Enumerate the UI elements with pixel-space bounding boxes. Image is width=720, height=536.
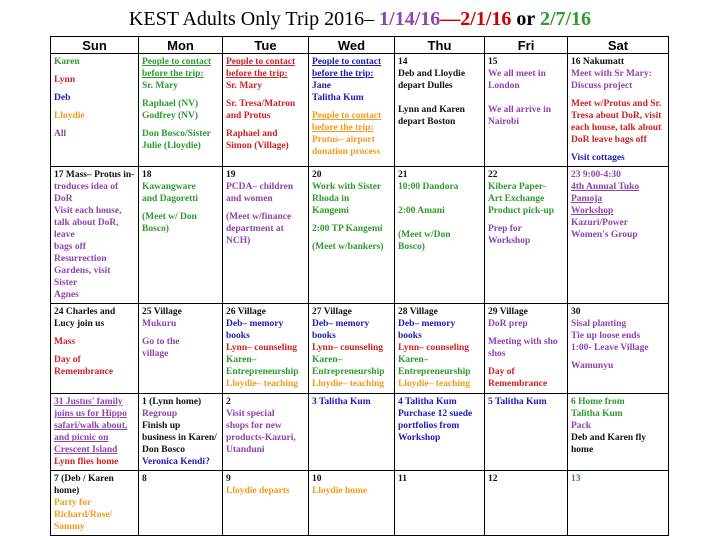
day-cell	[309, 471, 395, 536]
event-line: Discuss project	[571, 81, 633, 91]
week-row	[51, 394, 669, 471]
event-line: DoR prep	[488, 319, 528, 329]
event-line: Women's Group	[571, 230, 638, 240]
event-line: Agnes	[54, 290, 79, 300]
event-line: before the trip:	[226, 69, 288, 79]
event-line: Go to the	[142, 337, 180, 347]
event-line: department at	[226, 224, 284, 234]
event-line: Raphael and	[226, 129, 278, 139]
event-line: Entrepreneurship	[312, 367, 385, 377]
event-line: each house, talk about	[571, 123, 662, 133]
event-line: Meet w/Protus and Sr.	[571, 99, 662, 109]
event-line: before the trip:	[312, 69, 374, 79]
title-start-date: 1/14/16	[379, 8, 441, 30]
event-line: 29 Village	[488, 307, 528, 317]
event-line: Simon (Village)	[226, 141, 289, 151]
event-line: People to contact	[142, 57, 212, 67]
day-cell	[51, 54, 139, 167]
day-cell	[51, 304, 139, 394]
event-line: Talitha Kum	[312, 93, 364, 103]
day-cell	[485, 167, 568, 304]
event-line: 16 Nakumatt	[571, 57, 625, 67]
event-line: 5 Talitha Kum	[488, 397, 547, 407]
event-line: Karen–	[398, 355, 429, 365]
event-line: before the trip:	[142, 69, 204, 79]
event-line: village	[142, 349, 169, 359]
event-line: Lynn and Karen	[398, 105, 465, 115]
event-line: We all meet in	[488, 69, 546, 79]
day-cell	[309, 167, 395, 304]
week-row	[51, 54, 669, 167]
event-line: Workshop	[488, 236, 531, 246]
event-line: Prep for	[488, 224, 522, 234]
event-line: Veronica Kendi?	[142, 457, 210, 467]
event-line: 1 (Lynn home)	[142, 397, 202, 407]
day-cell	[568, 394, 669, 471]
event-line: DoR leave bags off	[571, 135, 647, 145]
event-line: Pack	[571, 421, 592, 431]
day-cell	[139, 394, 223, 471]
event-line: talk about DoR, leave	[54, 218, 119, 240]
event-line: Deb	[54, 93, 71, 103]
title-or: or	[511, 8, 540, 30]
day-cell	[139, 304, 223, 394]
week-row	[51, 471, 669, 536]
event-line: shops for new	[226, 421, 282, 431]
event-line: safari/walk about,	[54, 421, 128, 431]
event-line: Visit special	[226, 409, 275, 419]
calendar-body	[51, 54, 669, 536]
event-line: Lynn– counseling	[398, 343, 470, 353]
event-line: Workshop	[571, 206, 614, 216]
event-line: Bosco)	[142, 224, 169, 234]
event-line: 2	[226, 397, 231, 407]
event-line: Pamoja	[571, 194, 603, 204]
event-line: 3 Talitha Kum	[312, 397, 371, 407]
event-line: 24 Charles and	[54, 307, 116, 317]
event-line: Sisal planting	[571, 319, 627, 329]
event-line: and Dagoretti	[142, 194, 199, 204]
event-line: Don Bosco/Sister	[142, 129, 211, 139]
event-line: (Meet w/bankers)	[312, 242, 384, 252]
day-cell	[485, 304, 568, 394]
event-line: 19	[226, 170, 236, 180]
event-line: Visit each house,	[54, 206, 122, 216]
event-line: Mukuru	[142, 319, 177, 329]
event-line: We all arrive in	[488, 105, 552, 115]
event-line: Deb– memory	[226, 319, 284, 329]
weekday-header-tue: Tue	[223, 37, 309, 54]
event-line: and Protus	[226, 111, 271, 121]
event-line: before the trip:	[312, 123, 374, 133]
event-line: Raphael (NV)	[142, 99, 199, 109]
event-line: 22	[488, 170, 498, 180]
event-line: shos	[488, 349, 506, 359]
event-line: Deb– memory	[312, 319, 370, 329]
event-line: 2:00 Amani	[398, 206, 445, 216]
event-line: Work with Sister	[312, 182, 382, 192]
weekday-header-mon: Mon	[139, 37, 223, 54]
event-line: Remembrance	[54, 367, 114, 377]
title-prefix: KEST Adults Only Trip 2016–	[128, 8, 380, 30]
day-cell	[223, 54, 309, 167]
event-line: Lynn– counseling	[226, 343, 298, 353]
event-line: depart Dulles	[398, 81, 453, 91]
day-cell	[51, 167, 139, 304]
event-line: Bosco)	[398, 242, 425, 252]
day-cell	[395, 167, 485, 304]
event-line: Sr. Tresa/Matron	[226, 99, 296, 109]
day-cell	[223, 394, 309, 471]
weekday-header-row	[51, 37, 669, 54]
event-line: Don Bosco	[142, 445, 186, 455]
day-cell	[395, 471, 485, 536]
event-line: 1:00- Leave Village	[571, 343, 649, 353]
event-line: NCH)	[226, 236, 251, 246]
day-cell	[395, 304, 485, 394]
event-line: Kawangware	[142, 182, 196, 192]
event-line: Lynn flies home	[54, 457, 119, 467]
weekday-header-fri: Fri	[485, 37, 568, 54]
event-line: 31 Justus' family	[54, 397, 123, 407]
event-line: Lloydie– teaching	[226, 379, 299, 389]
event-line: Deb and Lloydie	[398, 69, 466, 79]
week-row	[51, 304, 669, 394]
event-line: Lloydie	[54, 111, 85, 121]
day-cell	[139, 471, 223, 536]
event-line: Jane	[312, 81, 331, 91]
event-line: Party for Richard/Rose/	[54, 498, 113, 520]
event-line: Lloydie home	[312, 486, 368, 496]
event-line: Purchase 12 suede	[398, 409, 473, 419]
day-cell	[395, 54, 485, 167]
day-cell	[139, 167, 223, 304]
event-line: People to contact	[226, 57, 296, 67]
event-line: Sammy	[54, 522, 85, 532]
weekday-header-wed: Wed	[309, 37, 395, 54]
event-line: 21	[398, 170, 408, 180]
event-line: joins us for Hippo	[54, 409, 127, 419]
event-line: Art Exchange	[488, 194, 545, 204]
event-line: Kangemi	[312, 206, 349, 216]
event-line: 18	[142, 170, 152, 180]
event-line: Lloydie departs	[226, 486, 290, 496]
event-line: portfolios from	[398, 421, 460, 431]
event-line: books	[312, 331, 336, 341]
event-line: Godfrey (NV)	[142, 111, 199, 121]
day-cell	[51, 394, 139, 471]
event-line: Lucy join us	[54, 319, 105, 329]
calendar-table	[50, 36, 669, 536]
event-line: and women	[226, 194, 273, 204]
event-line: Sr. Mary	[142, 81, 179, 91]
event-line: Day of	[488, 367, 515, 377]
day-cell	[223, 471, 309, 536]
event-line: Gardens, visit Sister	[54, 266, 111, 288]
event-line: Workshop	[398, 433, 441, 443]
day-cell	[309, 54, 395, 167]
event-line: business in Karen/	[142, 433, 217, 443]
event-line: 30	[571, 307, 581, 317]
event-line: 7 (Deb / Karen home)	[54, 474, 114, 496]
event-line: Remembrance	[488, 379, 548, 389]
event-line: Deb– memory books	[398, 319, 456, 341]
event-line: 28 Village	[398, 307, 438, 317]
event-line: depart Boston	[398, 117, 456, 127]
event-line: 11	[398, 474, 407, 484]
event-line: Entrepreneurship	[398, 367, 471, 377]
day-cell	[568, 304, 669, 394]
weekday-header-thu: Thu	[395, 37, 485, 54]
day-cell	[568, 167, 669, 304]
event-line: 8	[142, 474, 147, 484]
event-line: Nairobi	[488, 117, 519, 127]
event-line: Visit cottages	[571, 153, 625, 163]
event-line: Meeting with sho	[488, 337, 558, 347]
event-line: products-Kazuri,	[226, 433, 296, 443]
event-line: Sr. Mary	[226, 81, 263, 91]
event-line: (Meet w/finance	[226, 212, 292, 222]
event-line: Talitha Kum	[571, 409, 623, 419]
event-line: 17 Mass– Protus in-	[54, 170, 135, 180]
event-line: Product pick-up	[488, 206, 555, 216]
event-line: Utanduni	[226, 445, 265, 455]
day-cell	[395, 394, 485, 471]
event-line: bags off	[54, 242, 86, 252]
event-line: Julie (Lloydie)	[142, 141, 201, 151]
title-end-date-2: 2/7/16	[539, 8, 592, 30]
event-line: Lloydie– teaching	[398, 379, 471, 389]
event-line: Karen	[54, 57, 80, 67]
page-title	[0, 6, 720, 32]
event-line: 4 Talitha Kum	[398, 397, 457, 407]
event-line: 10:00 Dandora	[398, 182, 459, 192]
event-line: Deb and Karen fly	[571, 433, 647, 443]
day-cell	[485, 394, 568, 471]
event-line: Crescent Island	[54, 445, 118, 455]
event-line: Mass	[54, 337, 76, 347]
event-line: and picnic on	[54, 433, 109, 443]
event-line: home	[571, 445, 594, 455]
event-line: 2:00 TP Kangemi	[312, 224, 383, 234]
day-cell	[309, 304, 395, 394]
day-cell	[568, 471, 669, 536]
event-line: Kibera Paper-	[488, 182, 546, 192]
day-cell	[223, 304, 309, 394]
event-line: donation process	[312, 147, 381, 157]
event-line: books	[226, 331, 250, 341]
event-line: People to contact	[312, 57, 382, 67]
day-cell	[568, 54, 669, 167]
event-line: 15	[488, 57, 498, 67]
event-line: 27 Village	[312, 307, 352, 317]
event-line: 13	[571, 474, 581, 484]
event-line: 6 Home from	[571, 397, 625, 407]
event-line: Lynn– counseling	[312, 343, 384, 353]
event-line: 9	[226, 474, 231, 484]
event-line: Entrepreneurship	[226, 367, 299, 377]
event-line: 20	[312, 170, 322, 180]
event-line: Protus– airport	[312, 135, 375, 145]
day-cell	[485, 54, 568, 167]
event-line: Karen–	[226, 355, 257, 365]
day-cell	[139, 54, 223, 167]
event-line: Karen–	[312, 355, 343, 365]
event-line: 26 Village	[226, 307, 266, 317]
event-line: Finish up	[142, 421, 181, 431]
event-line: troduces idea of DoR	[54, 182, 119, 204]
week-row	[51, 167, 669, 304]
event-line: Lynn	[54, 75, 76, 85]
event-line: Day of	[54, 355, 81, 365]
event-line: PCDA– children	[226, 182, 294, 192]
event-line: 10	[312, 474, 322, 484]
day-cell	[51, 471, 139, 536]
event-line: 4th Annual Tuko	[571, 182, 640, 192]
event-line: 14	[398, 57, 408, 67]
day-cell	[223, 167, 309, 304]
event-line: (Meet w/Don	[398, 230, 451, 240]
event-line: London	[488, 81, 520, 91]
event-line: Wamunyu	[571, 361, 614, 371]
day-cell	[309, 394, 395, 471]
event-line: 25 Village	[142, 307, 182, 317]
event-line: 12	[488, 474, 498, 484]
day-cell	[485, 471, 568, 536]
weekday-header-sun: Sun	[51, 37, 139, 54]
event-line: 23 9:00-4:30	[571, 170, 621, 180]
event-line: All	[54, 129, 67, 139]
title-dash: —	[440, 8, 461, 30]
event-line: Resurrection	[54, 254, 107, 264]
event-line: Rhoda in	[312, 194, 350, 204]
title-end-date-1: 2/1/16	[460, 8, 512, 30]
event-line: Tie up loose ends	[571, 331, 641, 341]
event-line: Kazuri/Power	[571, 218, 628, 228]
event-line: Meet with Sr Mary:	[571, 69, 652, 79]
event-line: People to contact	[312, 111, 382, 121]
event-line: Regroup	[142, 409, 178, 419]
weekday-header-sat: Sat	[568, 37, 669, 54]
event-line: Tresa about DoR, visit	[571, 111, 662, 121]
event-line: Lloydie– teaching	[312, 379, 385, 389]
event-line: (Meet w/ Don	[142, 212, 197, 222]
